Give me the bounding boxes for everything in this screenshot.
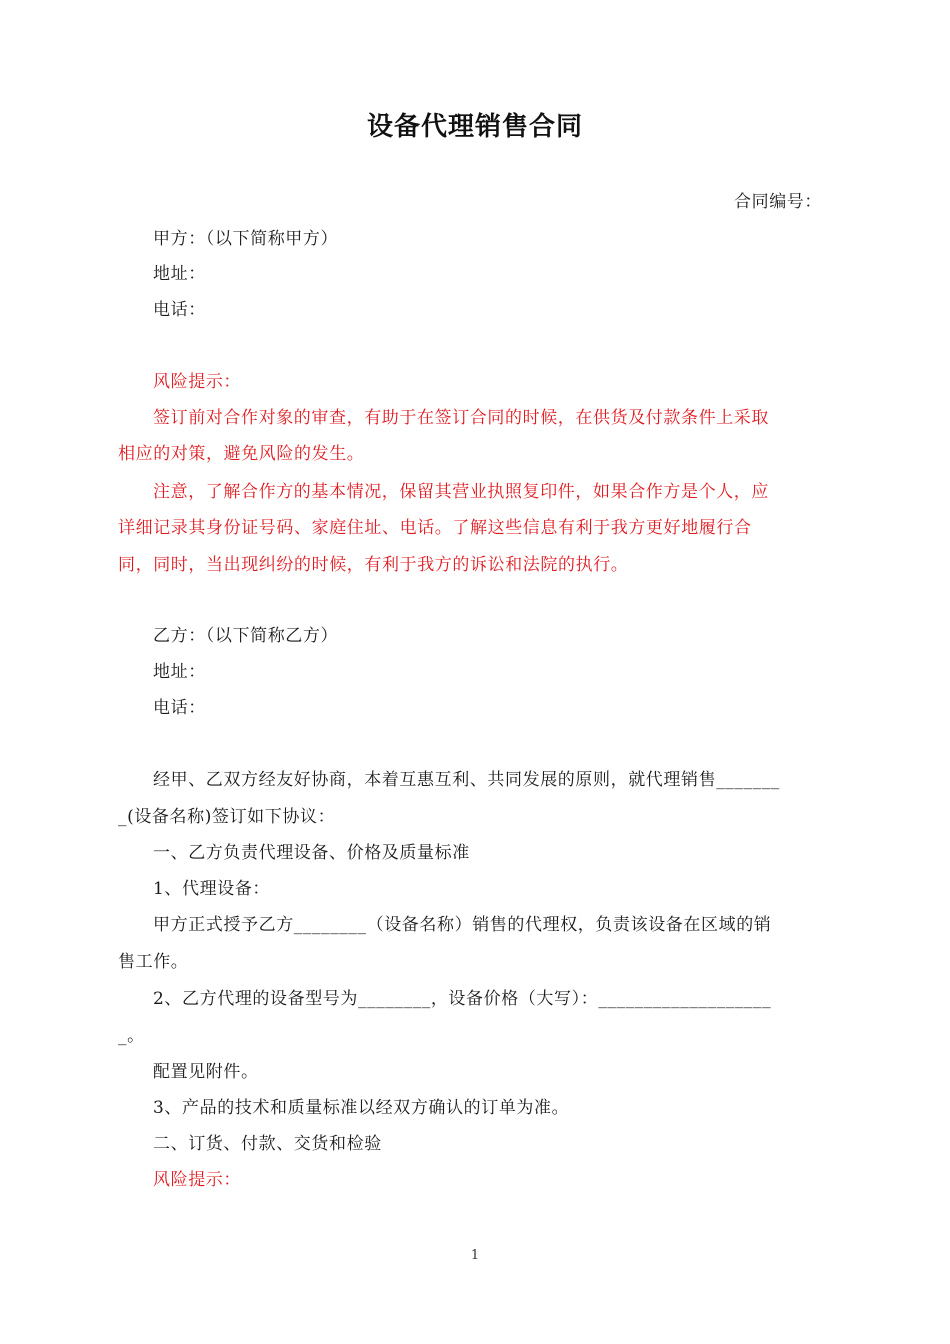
risk-paragraph-2-line-3: 同，同时，当出现纠纷的时候，有利于我方的诉讼和法院的执行。 (118, 555, 629, 575)
intro-line-2: _(设备名称)签订如下协议： (118, 807, 336, 827)
risk-paragraph-1-line-2: 相应的对策，避免风险的发生。 (118, 444, 365, 464)
section-1-heading: 一、乙方负责代理设备、价格及质量标准 (153, 843, 470, 863)
party-b-label: 乙方：（以下简称乙方） (153, 626, 339, 646)
item-1-heading: 1、代理设备： (153, 879, 271, 899)
party-a-label: 甲方：（以下简称甲方） (153, 229, 339, 249)
contract-number-label: 合同编号： (734, 192, 822, 212)
config-note: 配置见附件。 (153, 1062, 259, 1082)
party-a-phone: 电话： (153, 300, 206, 320)
intro-line-1: 经甲、乙双方经友好协商，本着互惠互利、共同发展的原则，就代理销售_______ (153, 770, 780, 790)
party-a-address: 地址： (153, 264, 206, 284)
item-2-line-2: _。 (118, 1026, 145, 1046)
item-1-text-line-1: 甲方正式授予乙方________（设备名称）销售的代理权，负责该设备在区域的销 (153, 915, 772, 935)
item-3: 3、产品的技术和质量标准以经双方确认的订单为准。 (153, 1098, 570, 1118)
risk-paragraph-1-line-1: 签订前对合作对象的审查，有助于在签订合同的时候，在供货及付款条件上采取 (153, 408, 769, 428)
page-number: 1 (470, 1248, 480, 1263)
section-2-heading: 二、订货、付款、交货和检验 (153, 1134, 382, 1154)
risk-heading-1: 风险提示： (153, 372, 241, 392)
risk-paragraph-2-line-2: 详细记录其身份证号码、家庭住址、电话。了解这些信息有利于我方更好地履行合 (118, 518, 752, 538)
risk-heading-2: 风险提示： (153, 1170, 241, 1190)
risk-paragraph-2-line-1: 注意，了解合作方的基本情况，保留其营业执照复印件，如果合作方是个人，应 (153, 482, 769, 502)
party-b-address: 地址： (153, 662, 206, 682)
item-2-line-1: 2、乙方代理的设备型号为________，设备价格（大写）：___________________ (153, 989, 772, 1009)
party-b-phone: 电话： (153, 698, 206, 718)
document-title: 设备代理销售合同 (366, 112, 583, 142)
item-1-text-line-2: 售工作。 (118, 952, 189, 972)
